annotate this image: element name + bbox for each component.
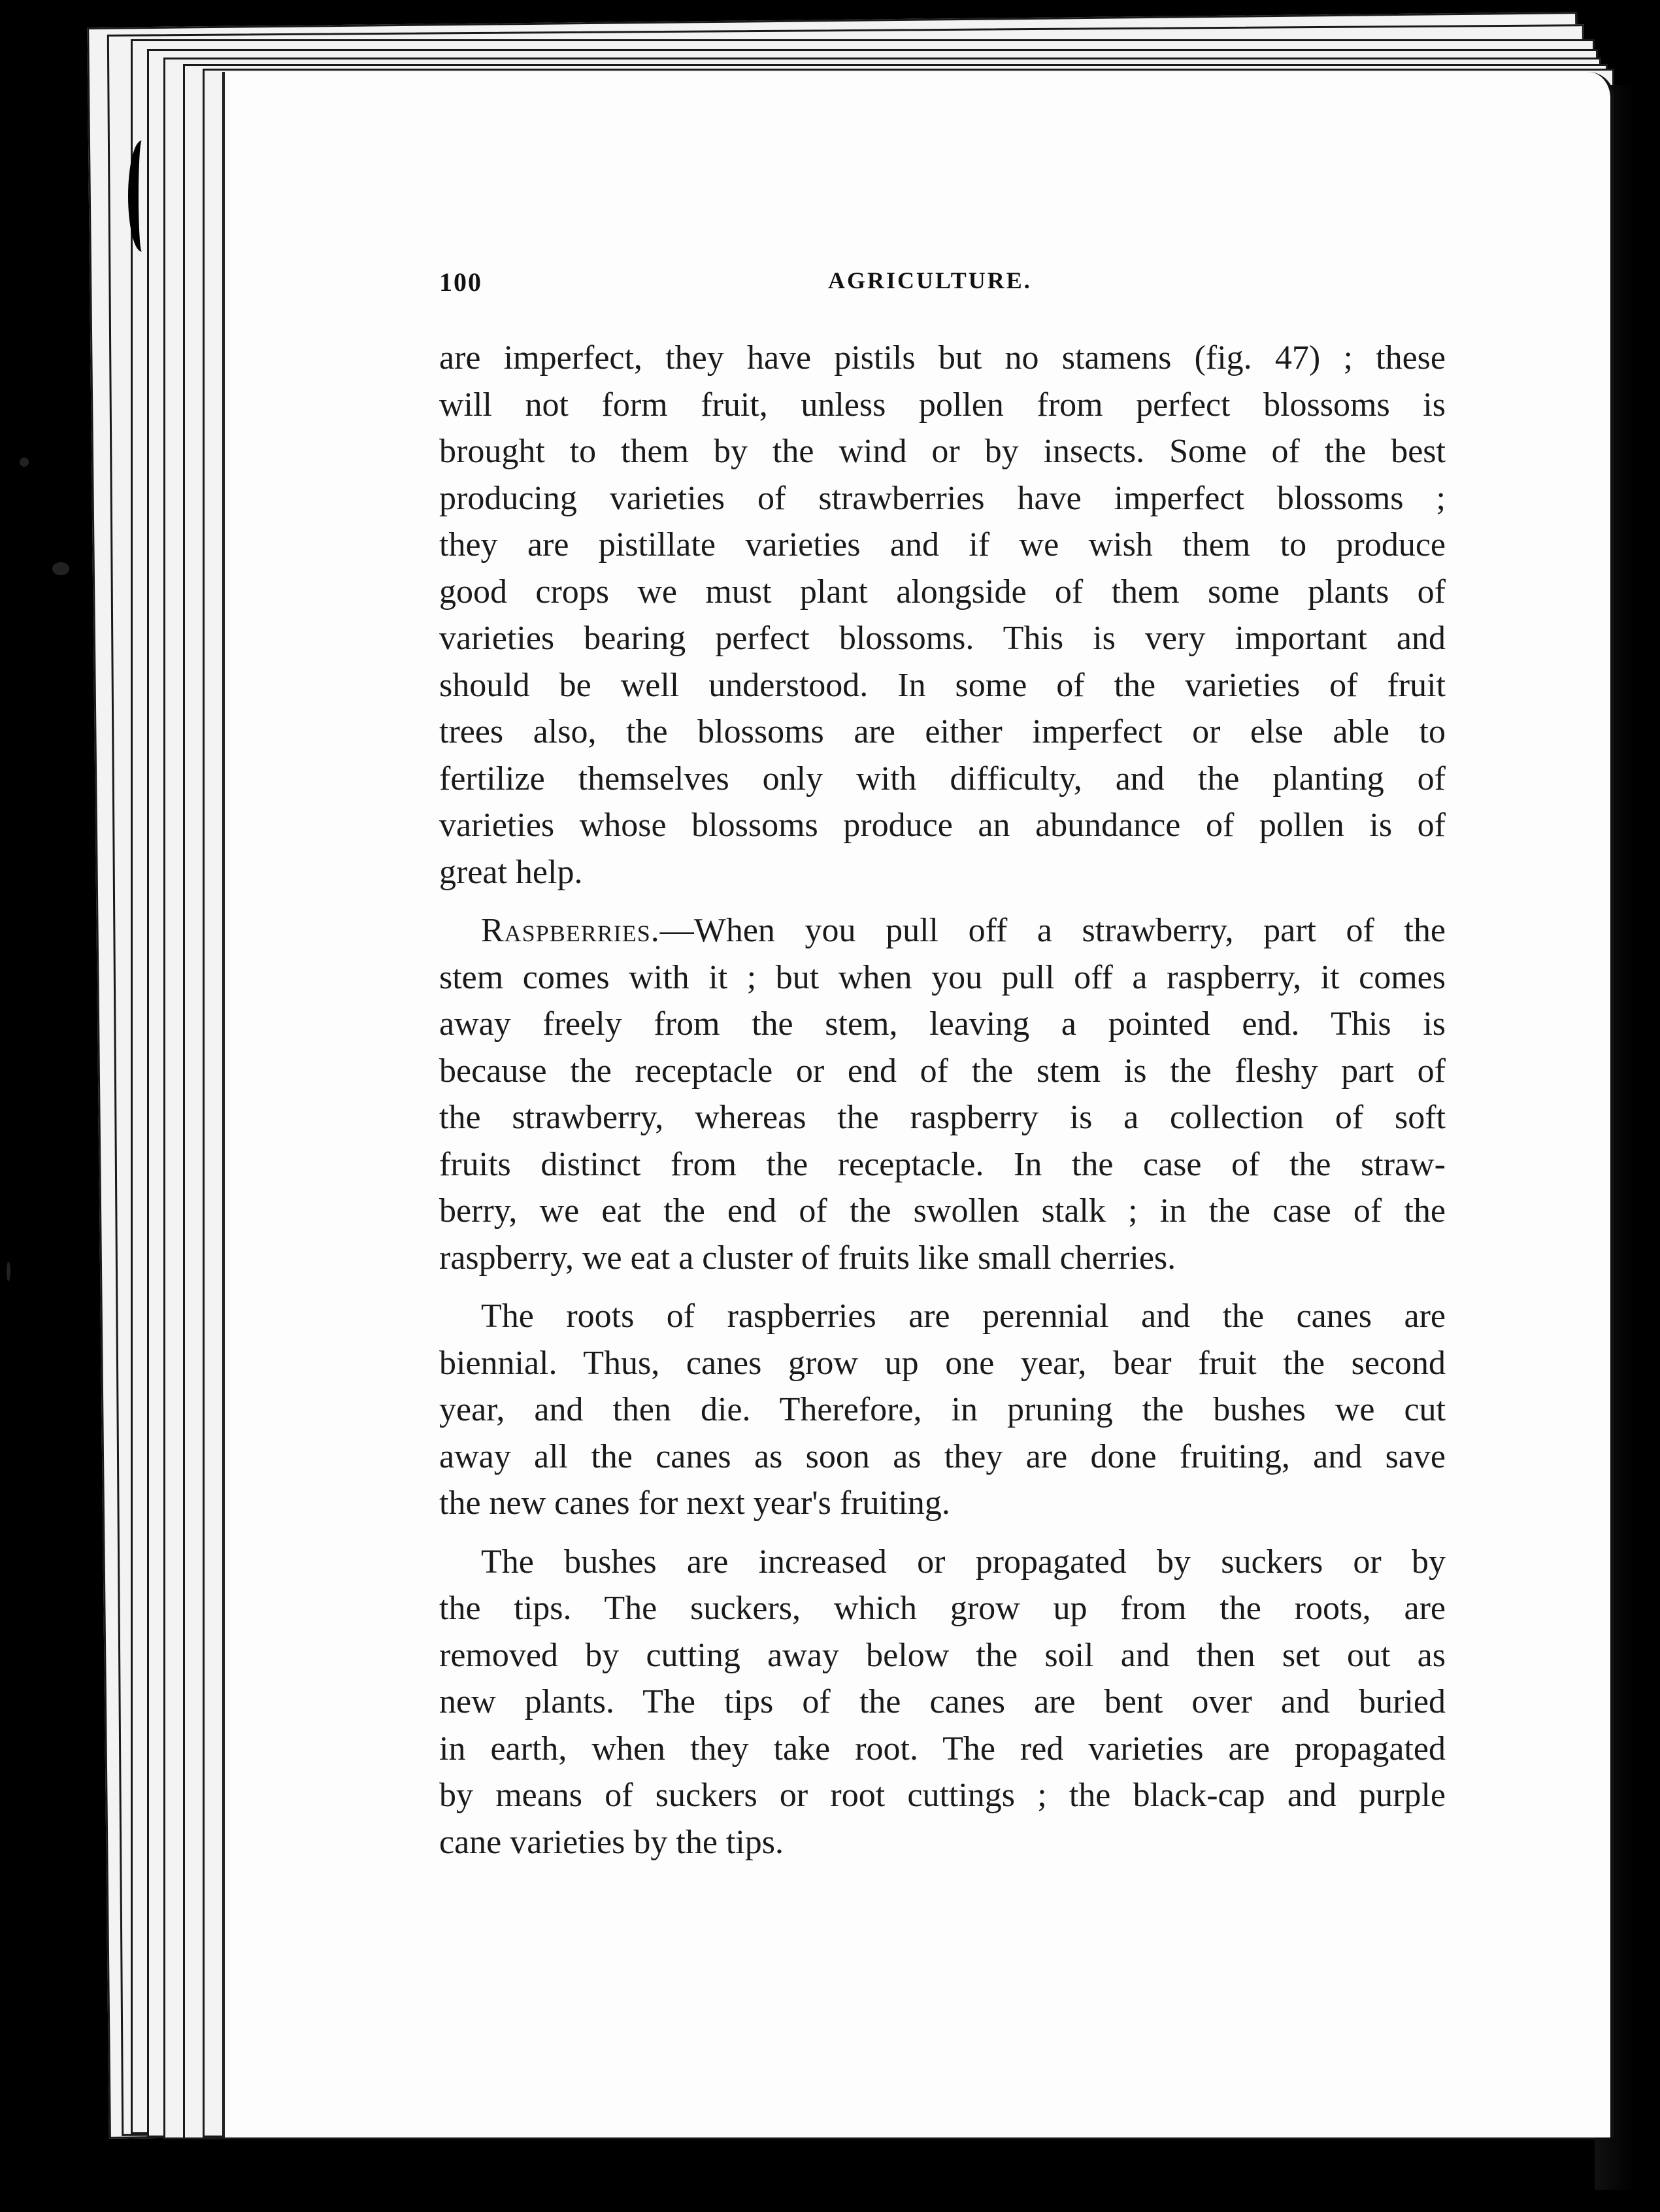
text-line: berry, we eat the end of the swollen stalk ; in the case of the	[439, 1192, 1446, 1230]
binding-mark	[128, 141, 156, 252]
text-line: the tips. The suckers, which grow up from the roots, are	[439, 1590, 1446, 1627]
text-line: because the receptacle or end of the stem is the fleshy part of	[439, 1052, 1446, 1090]
text-line: great help.	[439, 853, 583, 891]
dust-speck	[7, 1262, 10, 1281]
text-line: good crops we must plant alongside of them some plants of	[439, 573, 1446, 611]
text-line: by means of suckers or root cuttings ; the black-cap and purple	[439, 1777, 1446, 1814]
text-line: will not form fruit, unless pollen from perfect blossoms is	[439, 386, 1446, 424]
page-number: 100	[439, 267, 482, 297]
paragraph-raspberries	[439, 907, 1446, 1281]
paragraph-pollination	[439, 335, 1446, 896]
text-line: producing varieties of strawberries have imperfect blossoms ;	[439, 479, 1446, 517]
text-line: fertilize themselves only with difficulty, and the planting of	[439, 760, 1446, 797]
body-text	[439, 335, 1446, 1866]
text-line: in earth, when they take root. The red varieties are propagated	[439, 1730, 1446, 1768]
running-title: AGRICULTURE.	[828, 267, 1032, 293]
running-head	[439, 267, 1060, 306]
text-line: new plants. The tips of the canes are bent over and buried	[439, 1683, 1446, 1720]
text-line: away all the canes as soon as they are done fruiting, and save	[439, 1437, 1446, 1475]
paragraph-roots	[439, 1293, 1446, 1527]
text-line: varieties whose blossoms produce an abundance of pollen is of	[439, 807, 1446, 844]
text-line: raspberry, we eat a cluster of fruits like small cherries.	[439, 1239, 1176, 1277]
text-line	[439, 907, 1446, 954]
text-line: they are pistillate varieties and if we wish them to produce	[439, 526, 1446, 563]
text-line: stem comes with it ; but when you pull off a raspberry, it comes	[439, 958, 1446, 996]
section-heading: Raspberries.	[481, 912, 660, 949]
text-line: cane varieties by the tips.	[439, 1823, 784, 1861]
text-line: varieties bearing perfect blossoms. This is very important and	[439, 620, 1446, 657]
dust-speck	[52, 562, 69, 575]
dust-speck	[20, 458, 29, 467]
text-line: the new canes for next year's fruiting.	[439, 1484, 950, 1522]
text-line: should be well understood. In some of the varieties of fruit	[439, 666, 1446, 704]
text-line: The bushes are increased or propagated by suckers or by	[481, 1543, 1446, 1581]
text-line: brought to them by the wind or by insects. Some of the best	[439, 433, 1446, 470]
text-line-rest: —When you pull off a strawberry, part of the	[659, 912, 1446, 949]
text-line: away freely from the stem, leaving a pointed end. This is	[439, 1005, 1446, 1043]
text-line: trees also, the blossoms are either imperfect or else able to	[439, 713, 1446, 750]
text-line: year, and then die. Therefore, in pruning the bushes we cut	[439, 1391, 1446, 1428]
text-line: are imperfect, they have pistils but no stamens (fig. 47) ; these	[439, 339, 1446, 377]
text-line: The roots of raspberries are perennial and the canes are	[481, 1298, 1446, 1335]
text-line: biennial. Thus, canes grow up one year, bear fruit the second	[439, 1344, 1446, 1382]
text-line: removed by cutting away below the soil and then set out as	[439, 1636, 1446, 1674]
text-line: fruits distinct from the receptacle. In the case of the straw-	[439, 1145, 1446, 1183]
paragraph-propagation	[439, 1539, 1446, 1866]
text-line: the strawberry, whereas the raspberry is a collection of soft	[439, 1099, 1446, 1136]
